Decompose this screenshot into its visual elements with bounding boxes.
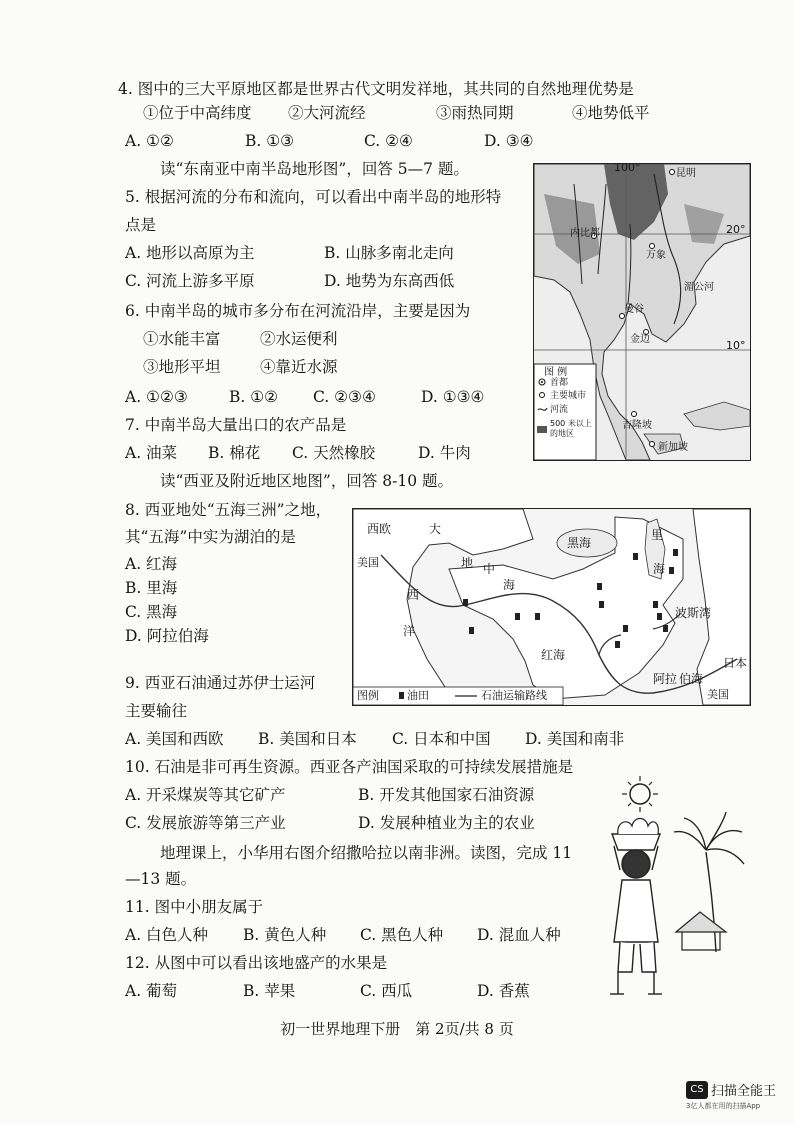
q8-choice-d: D. 阿拉伯海 bbox=[125, 627, 209, 645]
child-figure bbox=[610, 846, 662, 994]
label-japan: 日本 bbox=[723, 656, 748, 670]
q7-choice-c: C. 天然橡胶 bbox=[292, 444, 376, 462]
label-xi: 西 bbox=[407, 588, 420, 602]
q11-stem: 11. 图中小朋友属于 bbox=[125, 898, 264, 916]
q11-choice-d: D. 混血人种 bbox=[477, 926, 561, 944]
q4-choice-b: B. ①③ bbox=[245, 132, 295, 150]
q11-choice-c: C. 黑色人种 bbox=[360, 926, 444, 944]
label-caspian-1: 里 bbox=[651, 528, 664, 542]
city-singapore: 新加坡 bbox=[658, 442, 688, 453]
label-caspian-2: 海 bbox=[653, 562, 666, 576]
label-arabian-2: 伯海 bbox=[679, 672, 704, 686]
intro-11-13-line-2: —13 题。 bbox=[125, 870, 197, 888]
q12-choice-c: C. 西瓜 bbox=[360, 982, 413, 1000]
q12-choice-a: A. 葡萄 bbox=[125, 982, 178, 1000]
legend-capital: 首都 bbox=[550, 378, 569, 388]
scanner-logo-icon: CS bbox=[686, 1081, 708, 1099]
label-arabian-1: 阿拉 bbox=[653, 672, 678, 686]
q8-choice-c: C. 黑海 bbox=[125, 603, 178, 621]
read-instruction-2: 读“西亚及附近地区地图”，回答 8-10 题。 bbox=[160, 472, 454, 490]
scanner-watermark bbox=[686, 1079, 776, 1099]
q6-option-1: ①水能丰富 bbox=[143, 330, 221, 348]
q6-choice-c: C. ②③④ bbox=[313, 388, 376, 406]
q7-stem: 7. 中南半岛大量出口的农产品是 bbox=[125, 416, 347, 434]
page-footer: 初一世界地理下册 第 2页/共 8 页 bbox=[280, 1020, 514, 1038]
label-med-1: 地 bbox=[461, 556, 474, 570]
legend-city: 主要城市 bbox=[550, 391, 587, 401]
sun-icon bbox=[622, 776, 658, 812]
city-kuala-lumpur: 吉隆坡 bbox=[622, 420, 652, 431]
west-asia-map bbox=[352, 508, 751, 706]
africa-child-illustration bbox=[598, 772, 748, 1004]
q9-stem-2: 主要输往 bbox=[125, 702, 188, 720]
fruit-basket-icon bbox=[612, 819, 660, 851]
q5-choice-c: C. 河流上游多平原 bbox=[125, 272, 255, 290]
q11-choice-b: B. 黄色人种 bbox=[243, 926, 327, 944]
q9-choice-d: D. 美国和南非 bbox=[525, 730, 625, 748]
label-red-sea: 红海 bbox=[541, 648, 566, 662]
label-da: 大 bbox=[429, 522, 442, 536]
legend-oil-field: 油田 bbox=[407, 689, 429, 702]
q6-choice-b: B. ①② bbox=[229, 388, 279, 406]
q4-option-2: ②大河流经 bbox=[288, 104, 366, 122]
lat-20-label: 20° bbox=[726, 223, 746, 236]
q11-choice-a: A. 白色人种 bbox=[125, 926, 209, 944]
q7-choice-b: B. 棉花 bbox=[208, 444, 261, 462]
q7-choice-a: A. 油菜 bbox=[125, 444, 178, 462]
q8-choice-b: B. 里海 bbox=[125, 579, 178, 597]
q10-stem: 10. 石油是非可再生资源。西亚各产油国采取的可持续发展措施是 bbox=[125, 758, 574, 776]
q6-option-3: ③地形平坦 bbox=[143, 358, 221, 376]
q4-choice-a: A. ①② bbox=[125, 132, 174, 150]
q9-stem-1: 9. 西亚石油通过苏伊士运河 bbox=[125, 674, 316, 692]
q5-choice-b: B. 山脉多南北走向 bbox=[324, 244, 454, 262]
scanner-tagline: 3亿人都在用的扫描App bbox=[686, 1102, 761, 1110]
scanner-name: 扫描全能王 bbox=[711, 1084, 777, 1099]
q9-choice-c: C. 日本和中国 bbox=[392, 730, 491, 748]
q4-stem: 4. 图中的三大平原地区都是世界古代文明发祥地，其共同的自然地理优势是 bbox=[118, 80, 634, 98]
q4-choice-c: C. ②④ bbox=[364, 132, 413, 150]
q10-choice-a: A. 开采煤炭等其它矿产 bbox=[125, 786, 286, 804]
legend-title: 图 例 bbox=[544, 367, 568, 378]
city-vientiane: 万象 bbox=[646, 250, 666, 261]
label-persian-gulf: 波斯湾 bbox=[675, 606, 712, 620]
q5-stem-2: 点是 bbox=[125, 216, 157, 234]
lat-10-label: 10° bbox=[726, 339, 746, 352]
q12-stem: 12. 从图中可以看出该地盛产的水果是 bbox=[125, 954, 388, 972]
legend-oil-route: 石油运输路线 bbox=[481, 689, 547, 702]
read-instruction-1: 读“东南亚中南半岛地形图”，回答 5—7 题。 bbox=[160, 160, 469, 178]
q7-choice-d: D. 牛肉 bbox=[418, 444, 471, 462]
river-mekong-label: 湄公河 bbox=[684, 282, 714, 293]
q12-choice-d: D. 香蕉 bbox=[477, 982, 530, 1000]
hut-icon bbox=[676, 912, 726, 950]
city-kunming: 昆明 bbox=[676, 168, 696, 179]
q5-choice-a: A. 地形以高原为主 bbox=[125, 244, 255, 262]
label-usa-right: 美国 bbox=[707, 688, 729, 701]
legend-highland: 500 米以上的地区 bbox=[550, 419, 592, 438]
q8-choice-a: A. 红海 bbox=[125, 555, 178, 573]
label-med-3: 海 bbox=[503, 578, 516, 592]
q9-choice-a: A. 美国和西欧 bbox=[125, 730, 224, 748]
q8-stem-1: 8. 西亚地处“五海三洲”之地， bbox=[125, 501, 332, 519]
q10-choice-c: C. 发展旅游等第三产业 bbox=[125, 814, 286, 832]
q10-choice-b: B. 开发其他国家石油资源 bbox=[358, 786, 535, 804]
q8-stem-2: 其“五海”中实为湖泊的是 bbox=[125, 528, 296, 546]
q6-option-2: ②水运便利 bbox=[260, 330, 338, 348]
q5-choice-d: D. 地势为东高西低 bbox=[324, 272, 455, 290]
legend-label: 图例 bbox=[357, 689, 379, 702]
q10-choice-d: D. 发展种植业为主的农业 bbox=[358, 814, 535, 832]
q5-stem-1: 5. 根据河流的分布和流向，可以看出中南半岛的地形特 bbox=[125, 188, 502, 206]
q6-option-4: ④靠近水源 bbox=[260, 358, 338, 376]
intro-11-13-line-1: 地理课上，小华用右图介绍撒哈拉以南非洲。读图，完成 11 bbox=[160, 844, 573, 862]
q6-choice-d: D. ①③④ bbox=[421, 388, 485, 406]
city-naypyidaw: 内比都 bbox=[570, 228, 600, 239]
indochina-map bbox=[533, 163, 751, 461]
q12-choice-b: B. 苹果 bbox=[243, 982, 296, 1000]
q4-option-1: ①位于中高纬度 bbox=[143, 104, 252, 122]
q9-choice-b: B. 美国和日本 bbox=[258, 730, 357, 748]
city-phnom-penh: 金边 bbox=[630, 334, 650, 345]
q6-choice-a: A. ①②③ bbox=[125, 388, 188, 406]
q4-choice-d: D. ③④ bbox=[484, 132, 534, 150]
lon-100-label: 100° bbox=[614, 163, 641, 174]
label-usa-left: 美国 bbox=[357, 556, 379, 569]
city-bangkok: 曼谷 bbox=[624, 304, 644, 315]
label-yang: 洋 bbox=[403, 624, 416, 638]
label-med-2: 中 bbox=[483, 562, 496, 576]
q6-stem: 6. 中南半岛的城市多分布在河流沿岸，主要是因为 bbox=[125, 302, 471, 320]
label-black-sea: 黑海 bbox=[567, 536, 592, 550]
q4-option-4: ④地势低平 bbox=[572, 104, 650, 122]
legend-river: 河流 bbox=[550, 405, 569, 415]
q4-option-3: ③雨热同期 bbox=[436, 104, 514, 122]
label-western-europe: 西欧 bbox=[367, 522, 392, 536]
